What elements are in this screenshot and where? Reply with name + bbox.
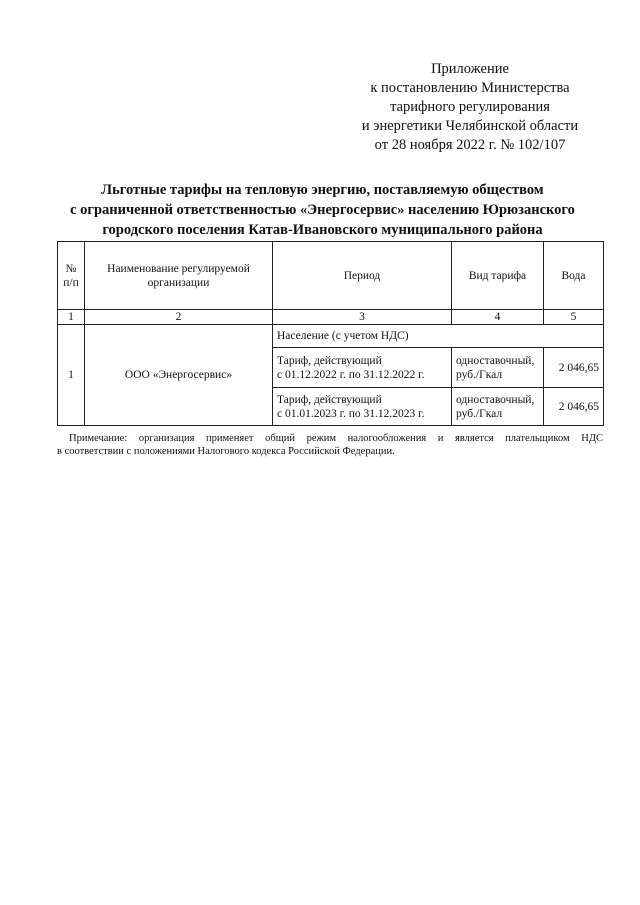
appendix-line: к постановлению Министерства [370,80,570,96]
appendix-line: Приложение [431,61,509,77]
title-line: городского поселения Катав-Ивановского муниципального района [102,222,543,238]
footnote-line: в соответствии с положениями Налогового кодекса Российской Федерации. [57,446,395,457]
footnote-line: Примечание: организация применяет общий режим налогообложения и является плательщиком НДС [69,433,603,444]
row-org: ООО «Энергосервис» [85,325,273,426]
column-number: 1 [58,310,85,325]
header-period: Период [273,242,452,310]
tariff-type-line: руб./Гкал [456,407,503,420]
tariff-type-cell [452,348,544,388]
tariff-type-line: руб./Гкал [456,368,503,381]
period-line: с 01.01.2023 г. по 31.12.2023 г. [277,407,425,420]
column-number: 4 [452,310,544,325]
column-number: 2 [85,310,273,325]
appendix-header [330,60,610,155]
water-value: 2 046,65 [544,348,604,388]
period-line: Тариф, действующий [277,354,382,367]
title-line: Льготные тарифы на тепловую энергию, поставляемую обществом [101,182,544,198]
tariff-type-cell [452,388,544,426]
tariff-type-line: одноставочный, [456,354,535,367]
table-row [58,325,604,348]
document-title [40,180,605,240]
header-tariff-type: Вид тарифа [452,242,544,310]
appendix-line: тарифного регулирования [390,99,550,115]
table-header-row [58,242,604,310]
column-number: 3 [273,310,452,325]
header-num [58,242,85,310]
footnote [57,432,603,458]
column-number: 5 [544,310,604,325]
period-line: Тариф, действующий [277,393,382,406]
header-water: Вода [544,242,604,310]
header-org: Наименование регулируемой организации [85,242,273,310]
appendix-line: от 28 ноября 2022 г. № 102/107 [374,137,566,153]
period-cell [273,388,452,426]
period-line: с 01.12.2022 г. по 31.12.2022 г. [277,368,425,381]
header-num-line: п/п [63,276,79,289]
title-line: с ограниченной ответственностью «Энергосервис» населению Юрюзанского [70,202,575,218]
header-num-line: № [65,262,77,275]
consumer-group: Население (с учетом НДС) [273,325,604,348]
appendix-line: и энергетики Челябинской области [361,118,579,134]
tariff-type-line: одноставочный, [456,393,535,406]
water-value: 2 046,65 [544,388,604,426]
column-number-row [58,310,604,325]
row-num: 1 [58,325,85,426]
period-cell [273,348,452,388]
tariff-table [57,241,604,426]
